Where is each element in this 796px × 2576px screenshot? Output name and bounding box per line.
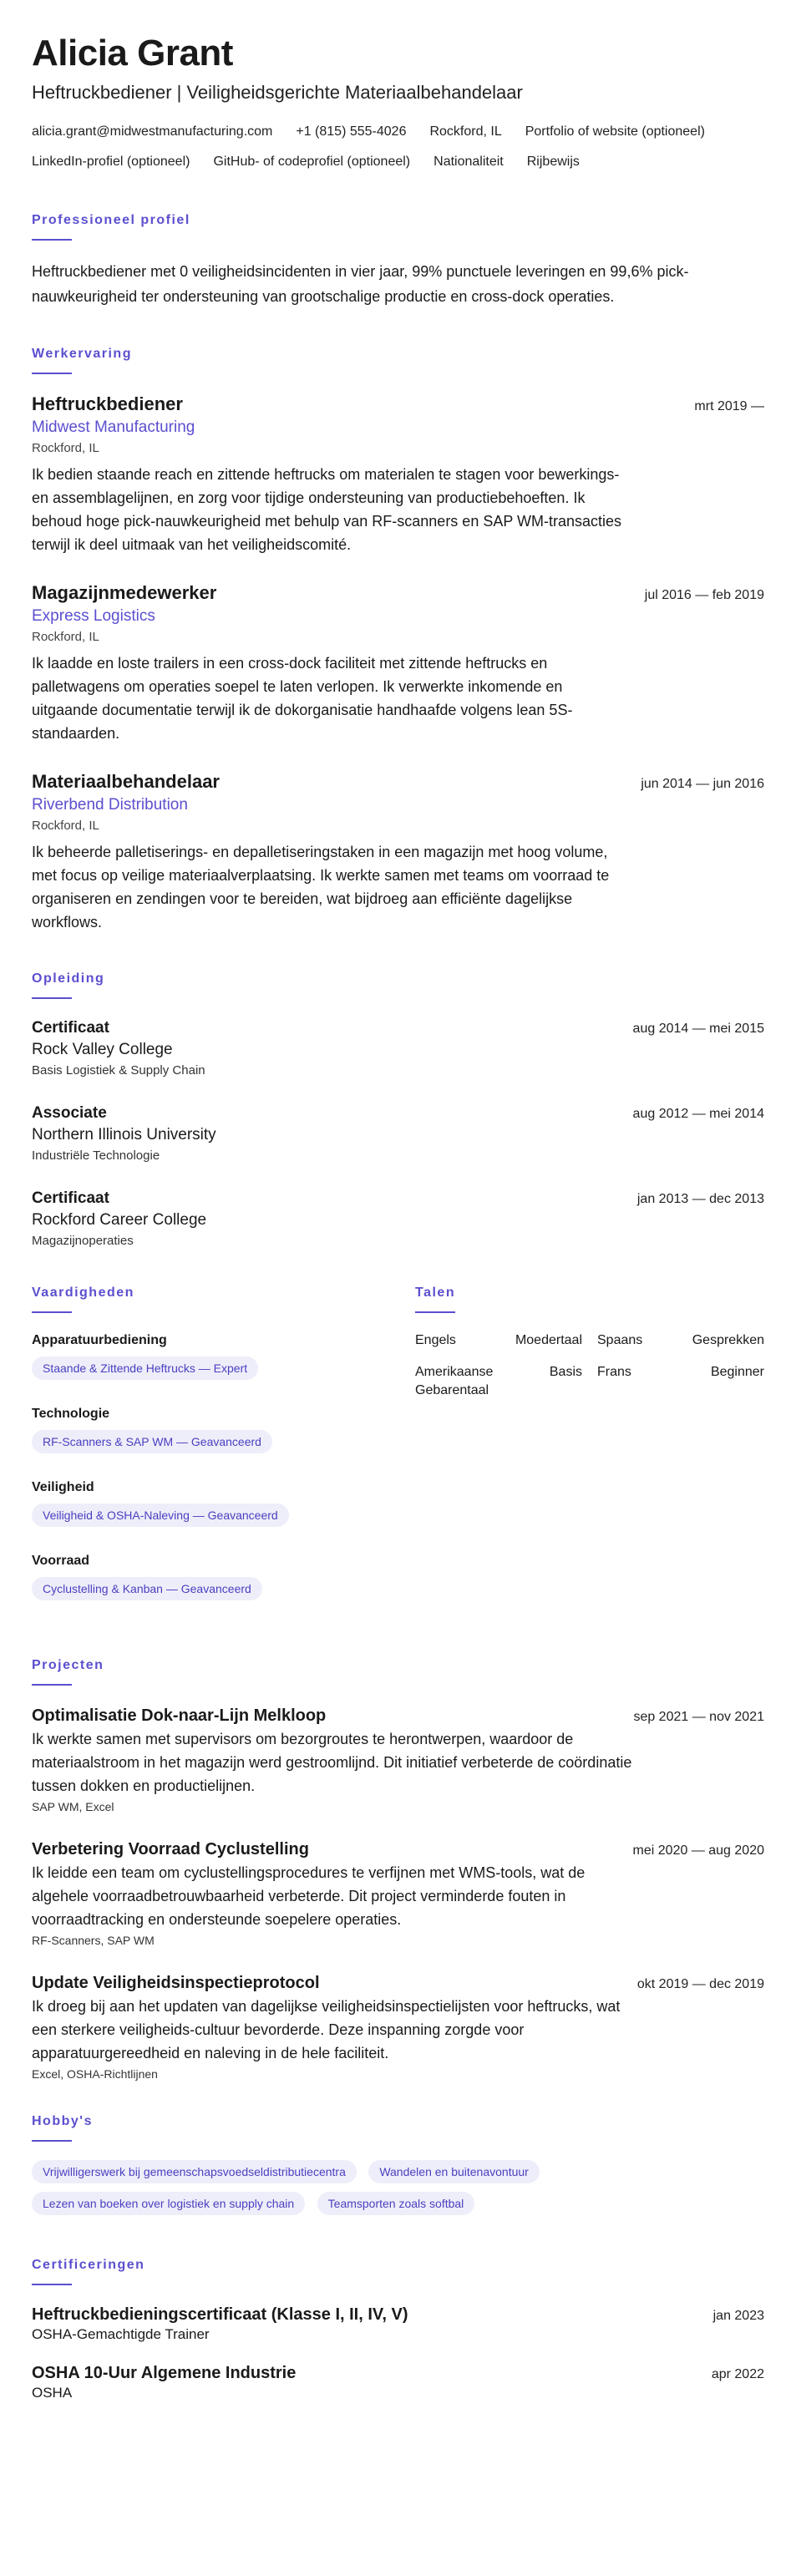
skill-category-name: Apparatuurbediening	[32, 1333, 167, 1347]
job-date: mrt 2019 —	[694, 399, 764, 413]
education-degree: Certificaat	[32, 1019, 109, 1037]
job-company: Express Logistics	[32, 607, 155, 625]
contact-nationality: Nationaliteit	[433, 155, 504, 169]
education-school: Rock Valley College	[32, 1041, 173, 1058]
headline: Heftruckbediener | Veiligheidsgerichte Materiaalbehandelaar	[32, 82, 523, 103]
section-divider	[32, 373, 72, 374]
project-tech: RF-Scanners, SAP WM	[32, 1934, 155, 1947]
contact-github[interactable]: GitHub- of codeprofiel (optioneel)	[213, 155, 411, 169]
hobby-chip: Wandelen en buitenavontuur	[368, 2160, 540, 2183]
project-entry	[32, 1704, 764, 1816]
education-degree: Certificaat	[32, 1189, 109, 1207]
education-field: Industriële Technologie	[32, 1149, 160, 1163]
language-item	[415, 1363, 582, 1400]
project-entry	[32, 1971, 764, 2083]
skill-category-name: Technologie	[32, 1407, 110, 1421]
hobbies-section	[32, 2113, 764, 2224]
certification-entry	[32, 2304, 764, 2344]
section-title-education: Opleiding	[32, 971, 105, 986]
job-date: jun 2014 — jun 2016	[641, 777, 764, 791]
profile-summary: Heftruckbediener met 0 veiligheidsincidenten in vier jaar, 99% punctuele leveringen en 99,6% pick-nauwkeurigheid ter ondersteuning van grootschalige productie en cross-dock operaties.	[32, 263, 689, 305]
certification-date: apr 2022	[711, 2367, 764, 2381]
certification-name: Heftruckbedieningscertificaat (Klasse I, II, IV, V)	[32, 2305, 408, 2324]
project-entry	[32, 1838, 764, 1950]
contact-linkedin[interactable]: LinkedIn-profiel (optioneel)	[32, 155, 190, 169]
education-entry	[32, 1017, 764, 1081]
education-school: Northern Illinois University	[32, 1126, 216, 1143]
contact-email[interactable]: alicia.grant@midwestmanufacturing.com	[32, 124, 273, 139]
job-date: jul 2016 — feb 2019	[644, 588, 764, 602]
project-date: sep 2021 — nov 2021	[633, 1710, 764, 1724]
project-date: okt 2019 — dec 2019	[636, 1977, 764, 1991]
section-divider	[32, 239, 72, 241]
certification-name: OSHA 10-Uur Algemene Industrie	[32, 2364, 297, 2382]
skill-chip: Veiligheid & OSHA-Naleving — Geavanceerd	[32, 1504, 289, 1527]
education-date: jan 2013 — dec 2013	[636, 1192, 764, 1206]
certification-issuer: OSHA	[32, 2385, 73, 2401]
contact-license: Rijbewijs	[526, 155, 580, 169]
projects-section	[32, 1657, 764, 2083]
language-level: Basis	[549, 1365, 582, 1379]
job-company: Midwest Manufacturing	[32, 418, 195, 436]
language-level: Moedertaal	[515, 1333, 582, 1347]
language-item	[415, 1331, 582, 1350]
profile-section	[32, 212, 764, 309]
certification-issuer: OSHA-Gemachtigde Trainer	[32, 2326, 210, 2342]
section-title-profile: Professioneel profiel	[32, 213, 190, 227]
section-title-experience: Werkervaring	[32, 347, 132, 361]
skill-chip: Cyclustelling & Kanban — Geavanceerd	[32, 1577, 262, 1600]
job-title: Materiaalbehandelaar	[32, 771, 220, 792]
certifications-section	[32, 2257, 764, 2402]
skill-category	[32, 1478, 415, 1535]
project-description: Ik leidde een team om cyclustellingsprocedures te verfijnen met WMS-tools, wat de algehele voorraadbetrouwbaarheid verbeterde. Dit project verminderde fouten in voorraadtracking en ondersteunde soepelere operaties.	[32, 1864, 586, 1928]
language-name: Frans	[597, 1365, 631, 1379]
project-tech: SAP WM, Excel	[32, 1800, 114, 1813]
skill-category	[32, 1331, 415, 1388]
language-name: Engels	[415, 1333, 456, 1347]
skill-category	[32, 1552, 415, 1609]
section-divider	[32, 997, 72, 999]
education-degree: Associate	[32, 1104, 107, 1122]
hobby-chip: Vrijwilligerswerk bij gemeenschapsvoedseldistributiecentra	[32, 2160, 357, 2183]
skill-chip: RF-Scanners & SAP WM — Geavanceerd	[32, 1430, 272, 1453]
education-entry	[32, 1188, 764, 1251]
education-field: Basis Logistiek & Supply Chain	[32, 1063, 205, 1078]
project-tech: Excel, OSHA-Richtlijnen	[32, 2067, 158, 2081]
job-title: Magazijnmedewerker	[32, 582, 217, 603]
skill-chip: Staande & Zittende Heftrucks — Expert	[32, 1356, 258, 1380]
section-title-languages: Talen	[415, 1285, 456, 1300]
project-description: Ik werkte samen met supervisors om bezorgroutes te herontwerpen, waardoor de materiaalstroom in het magazijn werd gestroomlijnd. Dit initiatief verbeterde de coördinatie tussen dokken en productielijnen.	[32, 1731, 632, 1794]
education-date: aug 2012 — mei 2014	[632, 1107, 764, 1121]
section-divider	[32, 1684, 72, 1686]
job-description: Ik laadde en loste trailers in een cross-dock faciliteit met zittende heftrucks en palletwagens om operaties soepel te laten verlopen. Ik verwerkte inkomende en uitgaande documentatie terwijl ik de dokorganisatie handhaafde volgens lean 5S-standaarden.	[32, 655, 573, 742]
education-date: aug 2014 — mei 2015	[632, 1022, 764, 1036]
job-entry	[32, 581, 764, 745]
language-level: Beginner	[710, 1365, 764, 1379]
section-divider	[415, 1311, 455, 1313]
hobby-chip: Lezen van boeken over logistiek en supply chain	[32, 2192, 305, 2215]
job-company: Riverbend Distribution	[32, 796, 188, 814]
candidate-name: Alicia Grant	[32, 33, 233, 74]
experience-section	[32, 346, 764, 934]
skill-category	[32, 1405, 415, 1462]
skills-languages-row	[32, 1285, 764, 1625]
project-name: Optimalisatie Dok-naar-Lijn Melkloop	[32, 1706, 327, 1725]
language-level: Gesprekken	[692, 1333, 764, 1347]
project-name: Update Veiligheidsinspectieprotocol	[32, 1974, 320, 1992]
skills-section	[32, 1285, 415, 1625]
education-entry	[32, 1103, 764, 1166]
job-entry	[32, 393, 764, 556]
section-divider	[32, 1311, 72, 1313]
language-name: Spaans	[597, 1333, 643, 1347]
job-entry	[32, 770, 764, 934]
section-title-skills: Vaardigheden	[32, 1285, 134, 1300]
skill-category-name: Veiligheid	[32, 1480, 94, 1494]
job-location: Rockford, IL	[32, 441, 99, 455]
education-field: Magazijnoperaties	[32, 1234, 134, 1248]
job-description: Ik bedien staande reach en zittende heftrucks om materialen te stagen voor bewerkings- en assemblagelijnen, en zorg voor tijdige ondersteuning van productiebehoeften. Ik behoud hoge pick-nauwkeurigheid met behulp van RF-scanners en SAP WM-transacties terwijl ik deel uitmaak van het veiligheidscomité.	[32, 466, 622, 553]
section-title-hobbies: Hobby's	[32, 2114, 93, 2128]
language-list	[415, 1331, 764, 1400]
contact-phone[interactable]: +1 (815) 555-4026	[296, 124, 407, 139]
hobby-list	[32, 2160, 764, 2224]
education-section	[32, 971, 764, 1251]
language-item	[597, 1363, 764, 1400]
job-description: Ik beheerde palletiserings- en depalletiseringstaken in een magazijn met hoog volume, met focus op veilige materiaalverplaatsing. Ik werkte samen met teams om voorraad te organiseren en zendingen voor te bereiden, wat bijdroeg aan efficiënte dagelijkse workflows.	[32, 844, 610, 931]
language-item	[597, 1331, 764, 1350]
skill-category-name: Voorraad	[32, 1554, 90, 1568]
project-description: Ik droeg bij aan het updaten van dagelijkse veiligheidsinspectielijsten voor heftrucks, wat een sterkere veiligheids-cultuur bevorderde. Deze inspanning zorgde voor apparatuurgereedheid en naleving in de hele faciliteit.	[32, 1998, 621, 2061]
language-name: Amerikaanse Gebarentaal	[415, 1365, 494, 1397]
contact-info	[32, 124, 764, 184]
section-title-certifications: Certificeringen	[32, 2258, 145, 2272]
section-title-projects: Projecten	[32, 1658, 104, 1672]
certification-entry	[32, 2362, 764, 2402]
education-school: Rockford Career College	[32, 1211, 207, 1229]
section-divider	[32, 2140, 72, 2142]
certification-date: jan 2023	[712, 2309, 764, 2323]
project-date: mei 2020 — aug 2020	[632, 1843, 764, 1858]
contact-portfolio[interactable]: Portfolio of website (optioneel)	[525, 124, 705, 139]
job-location: Rockford, IL	[32, 630, 99, 644]
project-name: Verbetering Voorraad Cyclustelling	[32, 1840, 309, 1858]
job-title: Heftruckbediener	[32, 393, 183, 414]
languages-section	[415, 1285, 764, 1625]
contact-location: Rockford, IL	[429, 124, 502, 139]
job-location: Rockford, IL	[32, 819, 99, 833]
section-divider	[32, 2284, 72, 2285]
hobby-chip: Teamsporten zoals softbal	[317, 2192, 475, 2215]
